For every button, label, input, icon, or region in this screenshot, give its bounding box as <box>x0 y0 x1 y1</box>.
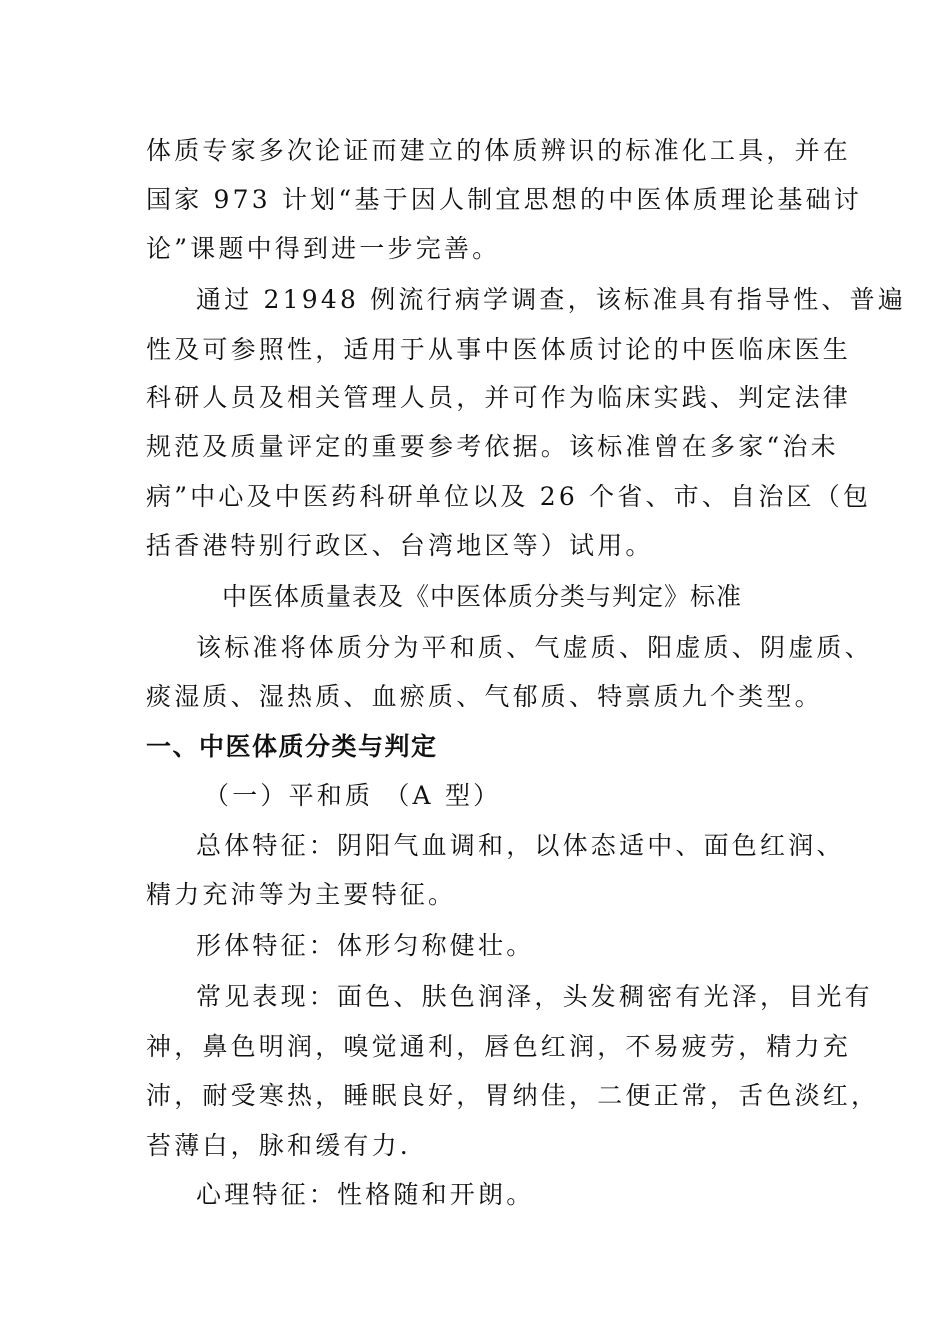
paragraph-line-14: 形体特征：体形匀称健壮。 <box>196 931 535 960</box>
paragraph-line-1: 体质专家多次论证而建立的体质辨识的标准化工具，并在 <box>146 136 852 165</box>
paragraph-line-17: 沛，耐受寒热，睡眠良好，胃纳佳，二便正常，舌色淡红， <box>146 1081 880 1110</box>
section-heading: 一、中医体质分类与判定 <box>146 732 438 761</box>
paragraph-line-15: 常见表现：面色、肤色润泽，头发稠密有光泽，目光有 <box>196 982 873 1011</box>
paragraph-line-6: 科研人员及相关管理人员，并可作为临床实践、判定法律 <box>146 383 852 412</box>
paragraph-line-7: 规范及质量评定的重要参考依据。该标准曾在多家“治未 <box>146 432 839 461</box>
paragraph-line-16: 神，鼻色明润，嗅觉通利，唇色红润，不易疲劳，精力充 <box>146 1032 852 1061</box>
paragraph-line-19: 心理特征：性格随和开朗。 <box>196 1180 535 1209</box>
paragraph-line-4: 通过 21948 例流行病学调查，该标准具有指导性、普遍 <box>196 285 907 314</box>
paragraph-line-8: 病”中心及中医药科研单位以及 26 个省、市、自治区（包 <box>146 482 872 511</box>
paragraph-line-3: 论”课题中得到进一步完善。 <box>146 234 501 263</box>
paragraph-line-18: 苔薄白，脉和缓有力. <box>146 1131 411 1160</box>
paragraph-line-11: 痰湿质、湿热质、血瘀质、气郁质、特禀质九个类型。 <box>146 682 823 711</box>
paragraph-line-10: 该标准将体质分为平和质、气虚质、阳虚质、阴虚质、 <box>196 633 873 662</box>
paragraph-line-13: 精力充沛等为主要特征。 <box>146 880 457 909</box>
paragraph-line-9: 括香港特别行政区、台湾地区等）试用。 <box>146 531 654 560</box>
subsection-heading: （一）平和质 （A 型） <box>204 781 502 810</box>
paragraph-line-12: 总体特征：阴阳气血调和，以体态适中、面色红润、 <box>196 831 845 860</box>
paragraph-line-2: 国家 973 计划“基于因人制宜思想的中医体质理论基础讨 <box>146 185 862 214</box>
section-title: 中医体质量表及《中医体质分类与判定》标准 <box>222 582 743 611</box>
paragraph-line-5: 性及可参照性，适用于从事中医体质讨论的中医临床医生 <box>146 335 852 364</box>
